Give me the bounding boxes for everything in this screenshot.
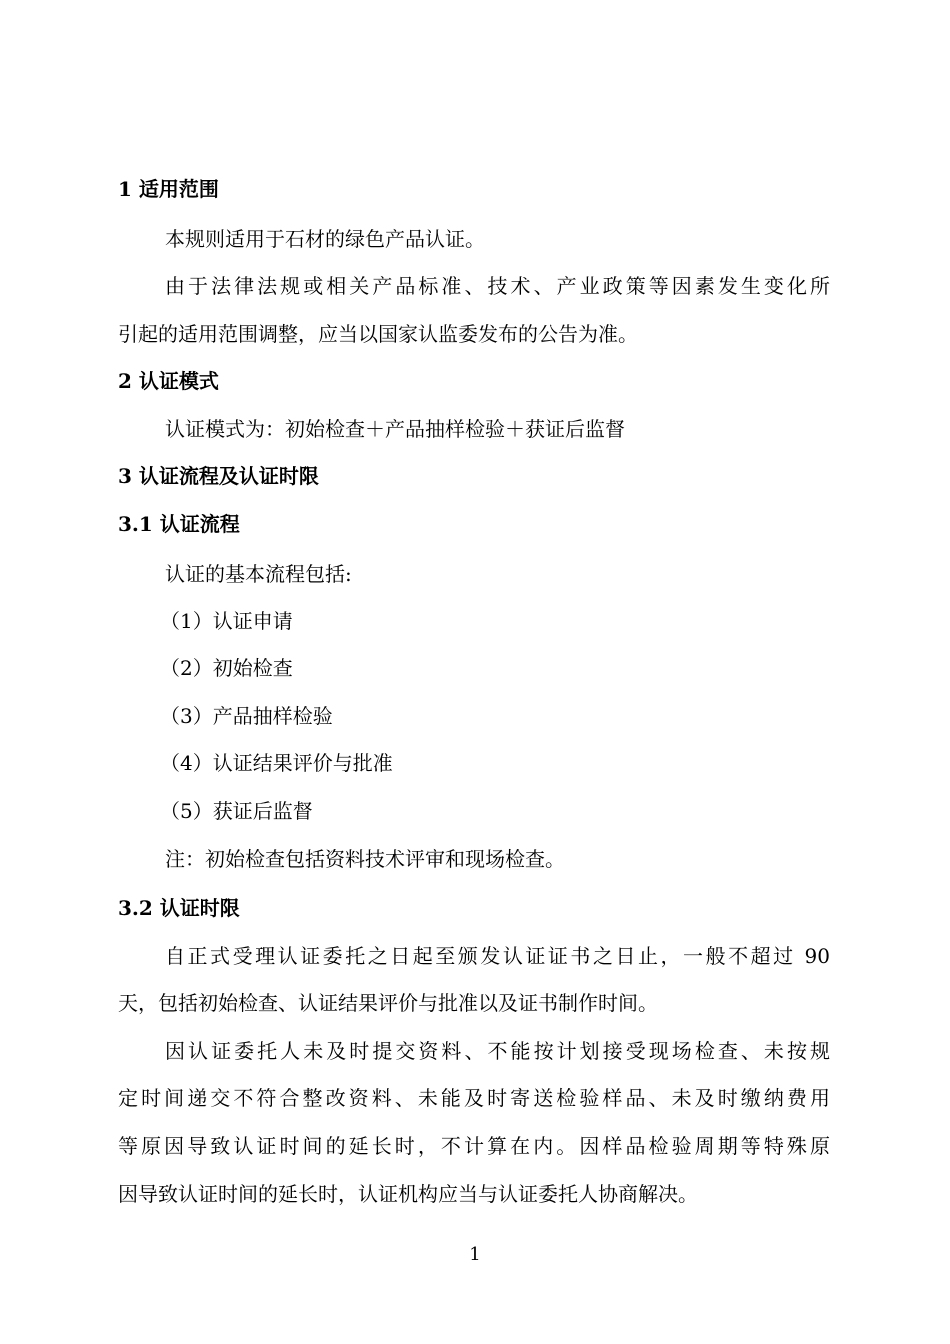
section-1-paragraph-2-line-1: 由于法律法规或相关产品标准、技术、产业政策等因素发生变化所 [165,274,830,298]
process-list-item: （1）认证申请 [160,609,293,633]
section-1-heading: 1 适用范围 [118,177,219,201]
section-3-1-heading: 3.1 认证流程 [118,512,240,536]
page-number: 1 [469,1244,481,1265]
process-list-item: （2）初始检查 [160,656,293,680]
section-3-2-paragraph-2-line-4: 因导致认证时间的延长时，认证机构应当与认证委托人协商解决。 [118,1182,698,1206]
section-3-2-paragraph-2-line-2: 定时间递交不符合整改资料、未能及时寄送检验样品、未及时缴纳费用 [118,1086,830,1110]
process-list-item: （3）产品抽样检验 [160,704,333,728]
process-list-item: （5）获证后监督 [160,799,313,823]
section-3-2-paragraph-2-line-1: 因认证委托人未及时提交资料、不能按计划接受现场检查、未按规 [165,1039,830,1063]
section-3-2-paragraph-1-line-2: 天，包括初始检查、认证结果评价与批准以及证书制作时间。 [118,991,658,1015]
section-3-2-heading: 3.2 认证时限 [118,896,240,920]
process-list-item: （4）认证结果评价与批准 [160,751,393,775]
section-2-paragraph-1: 认证模式为：初始检查＋产品抽样检验＋获证后监督 [165,417,625,441]
section-3-1-intro: 认证的基本流程包括: [165,562,352,586]
section-3-1-note: 注：初始检查包括资料技术评审和现场检查。 [165,847,565,871]
section-3-heading: 3 认证流程及认证时限 [118,464,319,488]
section-1-paragraph-2-line-2: 引起的适用范围调整，应当以国家认监委发布的公告为准。 [118,322,638,346]
section-1-paragraph-1: 本规则适用于石材的绿色产品认证。 [165,227,485,251]
section-3-2-paragraph-1-line-1: 自正式受理认证委托之日起至颁发认证证书之日止，一般不超过 90 [165,944,830,968]
section-2-heading: 2 认证模式 [118,369,219,393]
section-3-2-paragraph-2-line-3: 等原因导致认证时间的延长时，不计算在内。因样品检验周期等特殊原 [118,1134,830,1158]
